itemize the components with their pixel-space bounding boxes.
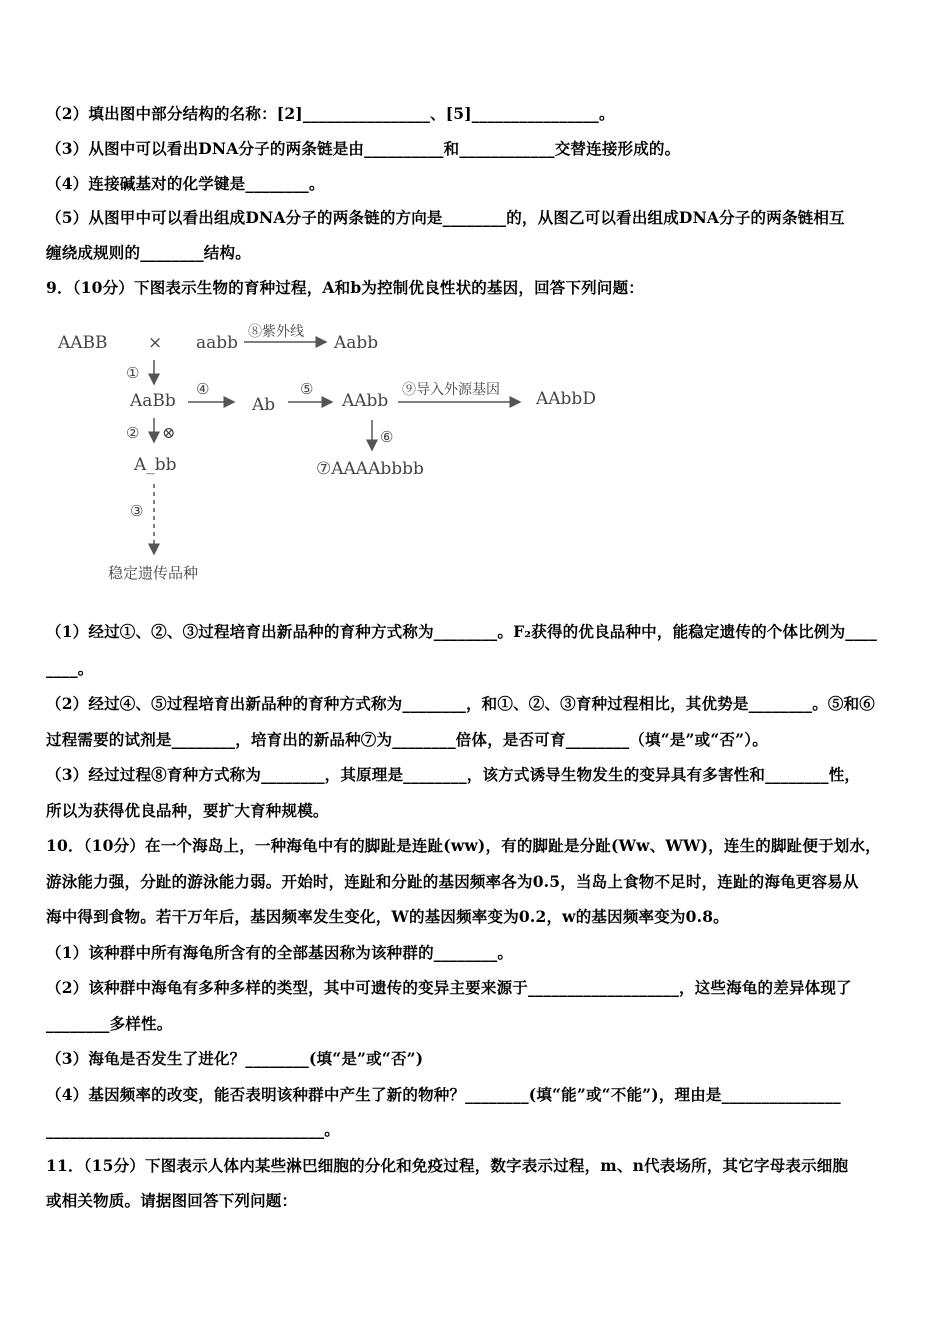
text-line-23: 或相关物质。请据图回答下列问题：: [46, 1191, 298, 1210]
genotype-AABB: AABB: [58, 333, 108, 353]
step-7-label: ⑦AAAAbbbb: [316, 459, 424, 479]
genotype-aabb: aabb: [196, 333, 239, 353]
text-line-2: （3）从图中可以看出DNA分子的两条链是由__________和____________交替连接形成的。: [46, 139, 681, 158]
text-line-15: 海中得到食物。若干万年后，基因频率发生变化，W的基因频率变为0.2，w的基因频率变为0.8。: [46, 907, 729, 926]
text-line-1: （2）填出图中部分结构的名称：[2]________________、[5]________________。: [46, 104, 615, 123]
text-line-12: 所以为获得优良品种，要扩大育种规模。: [46, 801, 329, 820]
cross-symbol: ×: [148, 333, 163, 353]
text-line-20: （4）基因频率的改变，能否表明该种群中产生了新的物种？________(填“能”或“不能”)，理由是_______________: [46, 1085, 841, 1104]
text-line-16: （1）该种群中所有海龟所含有的全部基因称为该种群的________。: [46, 943, 514, 962]
genotype-AaBb: AaBb: [130, 391, 176, 411]
step-4-label: ④: [196, 380, 210, 398]
selfing-symbol: ⊗: [162, 423, 176, 442]
stable-variety-label: 稳定遗传品种: [108, 564, 199, 582]
step-9-label: ⑨导入外源基因: [402, 382, 500, 398]
text-line-17: （2）该种群中海龟有多种多样的类型，其中可遗传的变异主要来源于___________________，这些海龟的差异体现了: [46, 978, 852, 997]
step-8-label: ⑧紫外线: [248, 324, 304, 340]
genotype-AAbbD: AAbbD: [536, 389, 596, 409]
text-line-4: （5）从图甲中可以看出组成DNA分子的两条链的方向是________的，从图乙可以看出组成DNA分子的两条链相互: [46, 208, 845, 227]
genotype-A_bb: A_bb: [134, 455, 177, 475]
step-1-label: ①: [126, 364, 140, 382]
breeding-process-diagram: [50, 318, 630, 588]
step-5-label: ⑤: [300, 380, 314, 398]
text-line-10: 过程需要的试剂是________，培育出的新品种⑦为________倍体，是否可育________（填“是”或“否”）。: [46, 730, 768, 749]
text-line-18: ________多样性。: [46, 1014, 173, 1033]
text-line-5: 缠绕成规则的________结构。: [46, 243, 251, 262]
question-11-stem: 11．（15分）下图表示人体内某些淋巴细胞的分化和免疫过程，数字表示过程，m、n代表场所，其它字母表示细胞: [46, 1156, 849, 1175]
text-line-7: （1）经过①、②、③过程培育出新品种的育种方式称为________。F₂获得的优良品种中，能稳定遗传的个体比例为____: [46, 622, 878, 641]
genotype-AAbb: AAbb: [342, 391, 389, 411]
text-line-19: （3）海龟是否发生了进化？________(填“是”或“否”): [46, 1049, 424, 1068]
text-line-11: （3）经过过程⑧育种方式称为________，其原理是________，该方式诱导生物发生的变异具有多害性和________性，: [46, 765, 861, 784]
step-6-label: ⑥: [380, 428, 394, 446]
text-line-3: （4）连接碱基对的化学键是________。: [46, 174, 325, 193]
question-10-stem: 10．（10分）在一个海岛上，一种海龟中有的脚趾是连趾(ww)，有的脚趾是分趾(Ww、WW)，连生的脚趾便于划水，: [46, 836, 881, 855]
genotype-Aabb: Aabb: [334, 333, 379, 353]
text-line-14: 游泳能力强，分趾的游泳能力弱。开始时，连趾和分趾的基因频率各为0.5，当岛上食物不足时，连趾的海龟更容易从: [46, 872, 859, 891]
text-line-8: ____。: [46, 659, 94, 678]
genotype-Ab: Ab: [252, 395, 276, 415]
question-9-stem: 9．（10分）下图表示生物的育种过程，A和b为控制优良性状的基因，回答下列问题：: [46, 278, 644, 297]
text-line-21: ___________________________________。: [46, 1120, 340, 1139]
step-2-label: ②: [126, 424, 140, 442]
text-line-9: （2）经过④、⑤过程培育出新品种的育种方式称为________，和①、②、③育种过程相比，其优势是________。⑤和⑥: [46, 694, 875, 713]
step-3-label: ③: [130, 502, 144, 520]
